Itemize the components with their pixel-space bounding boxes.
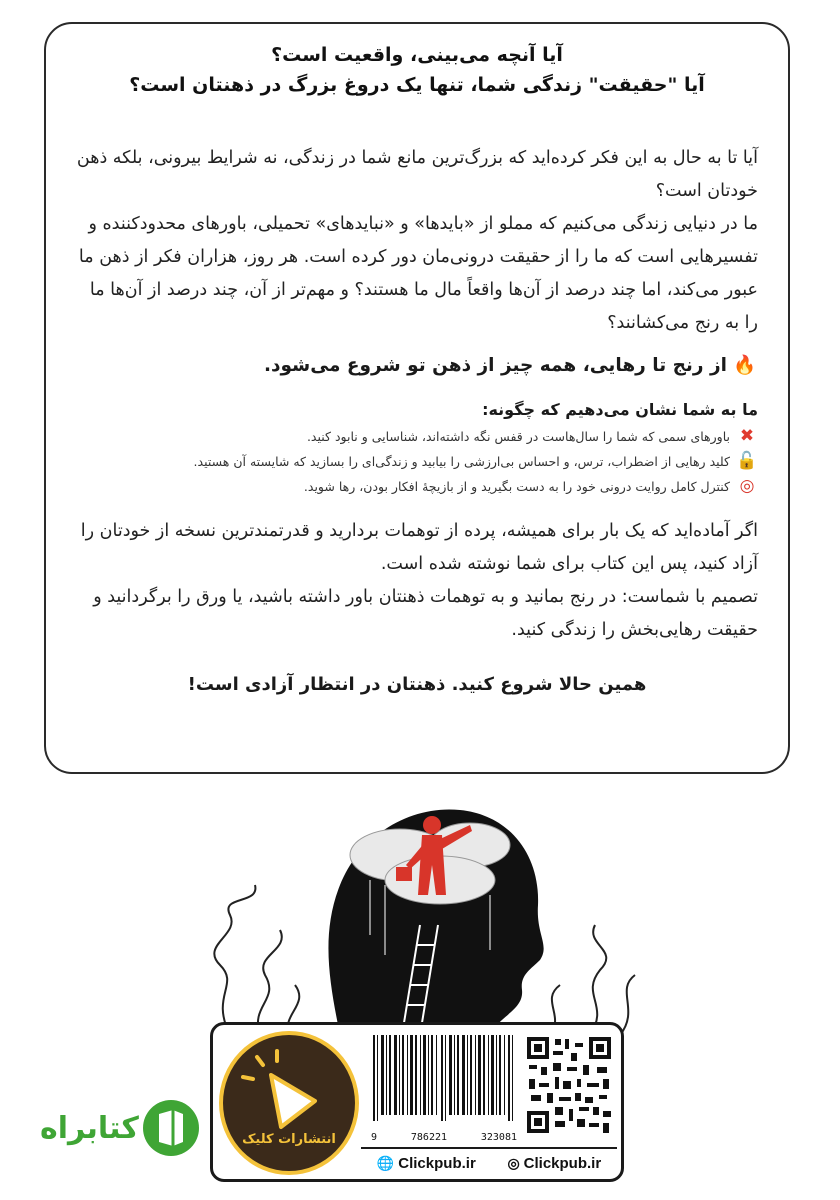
headline-question-1: آیا آنچه می‌بینی، واقعیت است؟ bbox=[271, 44, 563, 66]
publisher-logo-label: انتشارات کلیک bbox=[242, 1132, 336, 1147]
body-paragraph: ما در دنیایی زندگی می‌کنیم که مملو از «بایدها» و «نبایدهای» تحمیلی، باورهای محدودکننده و تفسیرهایی است که ما را از حقیقت درونی‌مان دور کرده است. هر روز، هزاران فکر از ذهن ما عبور می‌کند، اما چند درصد از آن‌ها واقعاً مال ما هستند؟ و مهم‌تر از آن، چند درصد از آن‌ها ما را به رنج می‌کشانند؟ bbox=[78, 214, 758, 333]
website-link[interactable] bbox=[377, 1155, 476, 1172]
call-paragraph: اگر آماده‌اید که یک بار برای همیشه، پرده از توهمات بردارید و قدرتمندترین نسخه از خودتان را آزاد کنید، پس این کتاب برای شما نوشته شده است. bbox=[80, 521, 758, 574]
fire-icon: 🔥 bbox=[732, 355, 756, 376]
barcode-bars bbox=[365, 1031, 523, 1123]
isbn-group-2: 323081 bbox=[480, 1132, 517, 1143]
instagram-link[interactable] bbox=[507, 1155, 601, 1172]
qr-code bbox=[525, 1035, 613, 1135]
head-illustration bbox=[170, 785, 670, 1045]
tagline bbox=[76, 350, 758, 382]
website-text: Clickpub.ir bbox=[398, 1154, 476, 1172]
bullet-item bbox=[76, 474, 758, 499]
social-row bbox=[361, 1147, 617, 1177]
bullet-text: کلید رهایی از اضطراب، ترس، و احساس بی‌ارزشی را بیابید و زندگی‌ای را بسازید که شایسته آن هستید. bbox=[193, 454, 730, 469]
x-mark-icon: ✖ bbox=[739, 426, 755, 446]
headline-question-2: آیا "حقیقت" زندگی شما، تنها یک دروغ بزرگ در ذهنتان است؟ bbox=[129, 74, 705, 96]
ketabrah-logo bbox=[40, 1098, 199, 1158]
target-icon: ◎ bbox=[739, 476, 755, 496]
bullet-text: کنترل کامل روایت درونی خود را به دست بگیرید و از بازیچهٔ افکار بودن، رها شوید. bbox=[303, 479, 730, 494]
back-cover-text-box bbox=[44, 22, 790, 774]
play-icon bbox=[223, 1035, 355, 1171]
globe-icon: 🌐 bbox=[376, 1154, 395, 1171]
final-line: همین حالا شروع کنید. ذهنتان در انتظار آزادی است! bbox=[187, 674, 647, 695]
publisher-logo bbox=[219, 1031, 359, 1175]
bullet-item bbox=[76, 449, 758, 474]
intro-paragraph: آیا تا به حال به این فکر کرده‌اید که بزرگ‌ترین مانع شما در زندگی، نه شرایط بیرونی، بلکه ذهن خودتان است؟ bbox=[76, 148, 758, 201]
isbn-barcode bbox=[365, 1031, 523, 1143]
book-icon bbox=[143, 1100, 199, 1156]
instagram-text: Clickpub.ir bbox=[523, 1154, 602, 1172]
decision-paragraph: تصمیم با شماست: در رنج بمانید و به توهمات ذهنتان باور داشته باشید، یا ورق را برگردانید و حقیقت رهایی‌بخش را زندگی کنید. bbox=[93, 587, 758, 640]
instagram-icon: ◎ bbox=[507, 1154, 520, 1171]
how-heading: ما به شما نشان می‌دهیم که چگونه: bbox=[482, 400, 758, 419]
tagline-text: از رنج تا رهایی، همه چیز از ذهن تو شروع می‌شود. bbox=[263, 355, 727, 376]
isbn-prefix: 9 bbox=[371, 1132, 378, 1143]
barcode-panel bbox=[210, 1022, 624, 1182]
bullet-item bbox=[76, 424, 758, 449]
isbn-group-1: 786221 bbox=[410, 1132, 448, 1143]
isbn-number bbox=[365, 1132, 523, 1143]
unlock-icon: 🔓 bbox=[736, 451, 758, 471]
bullet-text: باورهای سمی که شما را سال‌هاست در قفس نگه داشته‌اند، شناسایی و نابود کنید. bbox=[306, 429, 730, 444]
ketabrah-name: کتابراه bbox=[40, 1110, 139, 1146]
